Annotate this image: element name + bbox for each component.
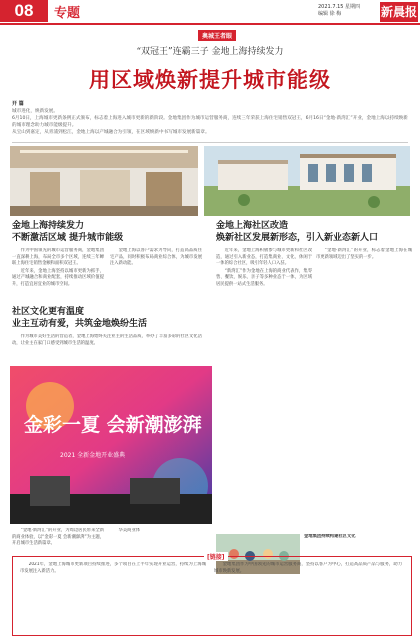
paragraph: 近年来，金地上海坚持以城市更新为抓手，通过产城融合和商业配套，持续推动区域价值提升，打造宜居宜业的城市空间。 [12, 268, 104, 287]
note-paragraph: 2021年，金地上海城市更新项目持续推进，多个项目在上半年实现开业运营，持续为上海城市发展注入新活力。 [20, 562, 206, 574]
right-subheading: 金地上海社区改造 焕新社区发展新形态，引入新业态新人口 [216, 221, 379, 243]
paragraph: “新湾汇”作为金地在上海的商业代表作，集零售、餐饮、娱乐、亲子等多种业态于一体，为区域居民提供一站式生活服务。 [216, 268, 312, 287]
intro-paragraph: 城市进化，焕新发展。 [12, 109, 58, 114]
photo-interior [10, 146, 198, 216]
intro-label: 开 篇 [12, 101, 24, 107]
note-text-b [214, 562, 402, 628]
community-caption: 金地集团持续构建社区文化 [304, 534, 356, 539]
paragraph: 金地上海以客户需求为导向，打造高品质住宅产品，同时积极布局商业综合体，为城市发展注入新动能。 [110, 248, 202, 267]
intro-paragraph: 6月10日，上海城市更新条例正式颁布，标志着上海进入城市更新的新阶段。金地集团作为城市运营服务商，连续三年荣获上海住宅销售双冠王，6月16日“金地·新湾汇”开业，金地上海以持续焕新的城市理念助力城市能级提升。 [12, 116, 408, 128]
left-text-col-c [12, 334, 202, 364]
paragraph: “金地·新湾汇”的开业，标志着金地上海在城市更新领域迈出了坚实的一步。 [316, 248, 412, 260]
kicker-headline: “双冠王”连霸三子 金地上海持续发力 [136, 47, 284, 57]
header-rule [0, 23, 420, 25]
left-text-col-e [110, 528, 210, 552]
main-headline: 用区域焕新提升城市能级 [89, 68, 331, 92]
note-paragraph: 金地集团作为中国领先的城市运营服务商，坚持以客户为中心，打造高品质产品与服务，助力城市焕新发展。 [214, 562, 402, 574]
editor: 编辑 徐 梅 [318, 11, 342, 17]
left-subheading-1: 金地上海持续发力 不断激活区域 提升城市能级 [12, 221, 124, 243]
banner-text: 金彩一夏 会新潮澎湃 [24, 414, 202, 436]
intro-paragraph: 从宝山到嘉定，从青浦到松江，金地上海以产城融合为引领，在区域焕新中书写城市发展新篇章。 [12, 130, 210, 135]
paragraph: 作为城市美好生活的营造者，金地上海始终关注业主的生活品质，举办了丰富多彩的社区文化活动，让业主在家门口感受到城市生活的温度。 [12, 334, 202, 346]
section-tag: 奥城王者眼 [198, 30, 236, 41]
paragraph: “金地·新湾汇”的开业，为周边居民带来全新的商业体验，以“金彩一夏 会新潮澎湃”为主题，开启城市生活新篇章。 [12, 528, 104, 547]
left-subheading-2: 社区文化更有温度 业主互动有爱，共筑金地焕纷生活 [12, 307, 148, 329]
page-number: 08 [0, 0, 48, 22]
left-text-col-a [12, 248, 104, 302]
right-text-col-b [316, 248, 412, 528]
date: 2021.7.15 星期四 [318, 4, 361, 10]
note-title: [链接] [204, 552, 228, 561]
divider [12, 142, 408, 143]
date-line [318, 4, 378, 18]
paragraph: 作为中国领先的城市运营服务商，金地集团一直深耕上海，布局全市多个区域，连续三年蝉联上海住宅销售金额和面积双冠王。 [12, 248, 104, 267]
left-text-col-b [110, 248, 202, 302]
photo-architecture [204, 146, 410, 216]
intro-text [12, 108, 408, 136]
left-text-col-d [12, 528, 104, 552]
newspaper-logo: 新晨报 [380, 2, 418, 22]
photo-caption: 华美商业体 [118, 528, 141, 533]
paragraph: 近年来，金地上海积极参与城市更新和社区改造，通过引入新业态，打造集商业、文化、休闲于一体的综合社区，吸引年轻人口入驻。 [216, 248, 312, 267]
banner-subtext: 2021 全新金地开业盛典 [60, 452, 126, 459]
note-text-a [20, 562, 206, 628]
photo-opening-ceremony [10, 366, 212, 524]
right-text-col-a [216, 248, 312, 528]
section-title: 专题 [54, 6, 81, 21]
